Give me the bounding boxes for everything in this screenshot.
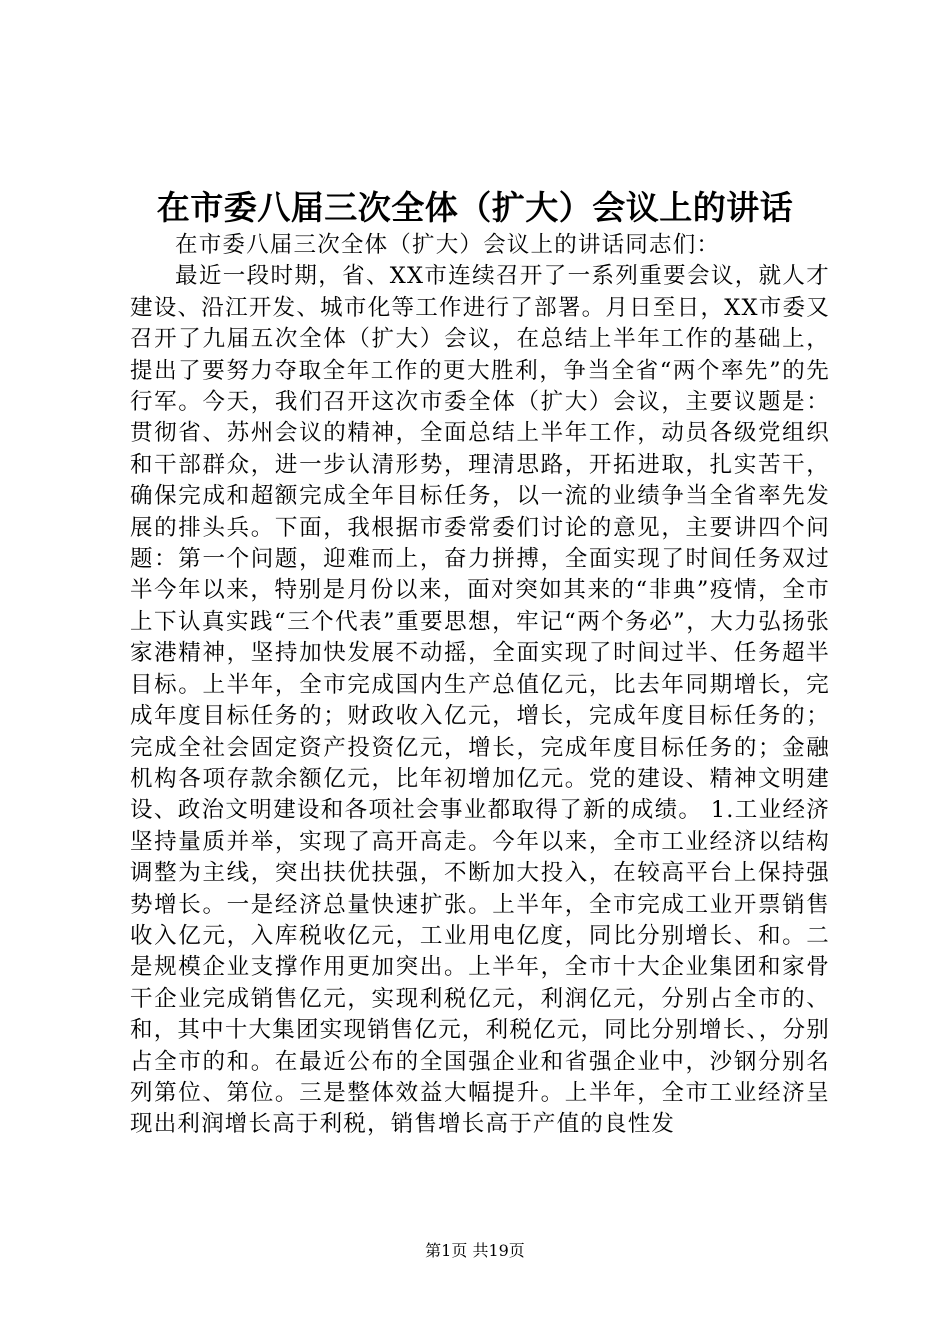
body-paragraph-greeting: 在市委八届三次全体（扩大）会议上的讲话同志们： bbox=[175, 232, 721, 258]
document-body bbox=[130, 230, 830, 1141]
page-number-footer: 第1页 共19页 bbox=[425, 1241, 525, 1260]
body-paragraph-main: 最近一段时期，省、XX市连续召开了一系列重要会议，就人才建设、沿江开发、城市化等工作进行了部署。月日至日，XX市委又召开了九届五次全体（扩大）会议，在总结上半年工作的基础上，提出了要努力夺取全年工作的更大胜利，争当全省“两个率先”的先行军。今天，我们召开这次市委全体（扩大）会议，主要议题是：贯彻省、苏州会议的精神，全面总结上半年工作，动员各级党组织和干部群众，进一步认清形势，理清思路，开拓进取，扎实苦干，确保完成和超额完成全年目标任务，以一流的业绩争当全省率先发展的排头兵。下面，我根据市委常委们讨论的意见，主要讲四个问题：第一个问题，迎难而上，奋力拼搏，全面实现了时间任务双过半今年以来，特别是月份以来，面对突如其来的“非典”疫情，全市上下认真实践“三个代表”重要思想，牢记“两个务必”，大力弘扬张家港精神，坚持加快发展不动摇，全面实现了时间过半、任务超半目标。上半年，全市完成国内生产总值亿元，比去年同期增长，完成年度目标任务的；财政收入亿元，增长，完成年度目标任务的；完成全社会固定资产投资亿元，增长，完成年度目标任务的；金融机构各项存款余额亿元，比年初增加亿元。党的建设、精神文明建设、政治文明建设和各项社会事业都取得了新的成绩。 1.工业经济坚持量质并举，实现了高开高走。今年以来，全市工业经济以结构调整为主线，突出扶优扶强，不断加大投入，在较高平台上保持强势增长。一是经济总量快速扩张。上半年，全市完成工业开票销售收入亿元，入库税收亿元，工业用电亿度，同比分别增长、和。二是规模企业支撑作用更加突出。上半年，全市十大企业集团和家骨干企业完成销售亿元，实现利税亿元，利润亿元，分别占全市的、和，其中十大集团实现销售亿元，利税亿元，同比分别增长、，分别占全市的和。在最近公布的全国强企业和省强企业中，沙钢分别名列第位、第位。三是整体效益大幅提升。上半年，全市工业经济呈现出利润增长高于利税，销售增长高于产值的良性发 bbox=[130, 263, 830, 1138]
document-title: 在市委八届三次全体（扩大）会议上的讲话 bbox=[156, 188, 794, 227]
